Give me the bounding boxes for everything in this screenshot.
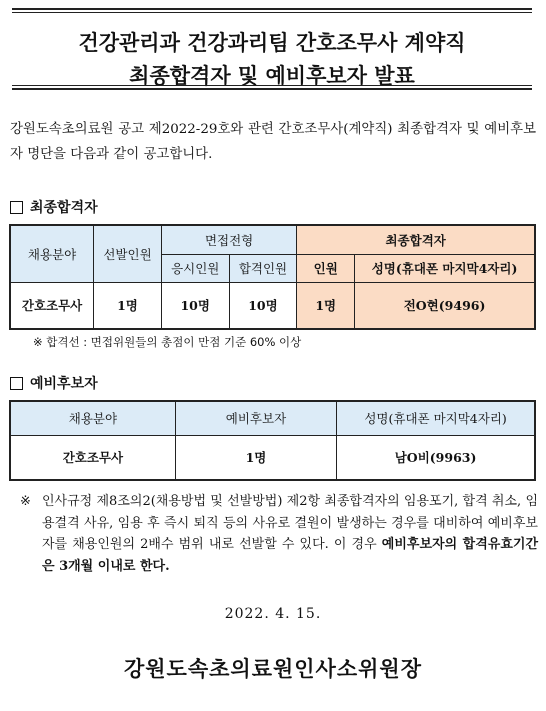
header-field: 채용분야 — [10, 225, 94, 282]
final-section-heading-text: 최종합격자 — [30, 200, 98, 216]
cell-field: 간호조무사 — [10, 435, 175, 480]
reserve-note-bold: 예비후보자의 합격유효기간은 3개월 이내로 한다. — [42, 537, 538, 574]
header-field: 채용분야 — [10, 401, 175, 435]
cell-passed: 10명 — [229, 282, 297, 329]
header-reserve: 예비후보자 — [175, 401, 336, 435]
reserve-note — [20, 491, 538, 577]
header-name: 성명(휴대폰 마지막4자리) — [355, 254, 535, 282]
table-row — [10, 282, 535, 329]
cell-reserve: 1명 — [175, 435, 336, 480]
header-name: 성명(휴대폰 마지막4자리) — [337, 401, 535, 435]
checkbox-square-icon — [10, 377, 23, 390]
title-line-1: 건강관리과 건강과리팀 간호조무사 계약직 — [78, 31, 466, 55]
pass-line-note: ※ 합격선 : 면접위원들의 총점이 만점 기준 60% 이상 — [33, 335, 302, 349]
header-count: 인원 — [297, 254, 355, 282]
reserve-table — [9, 400, 536, 481]
table-row — [10, 435, 535, 480]
intro-paragraph: 강원도속초의료원 공고 제2022-29호와 관련 간호조무사(계약직) 최종합격자 및 예비후보자 명단을 다음과 같이 공고합니다. — [10, 122, 536, 162]
header-passed: 합격인원 — [229, 254, 297, 282]
final-section-heading — [10, 197, 98, 217]
reserve-section-heading — [10, 373, 98, 393]
title-line-2: 최종합격자 및 예비후보자 발표 — [129, 64, 415, 88]
announcement-date: 2022. 4. 15. — [224, 606, 322, 622]
checkbox-square-icon — [10, 201, 23, 214]
header-quota: 선발인원 — [94, 225, 162, 282]
final-table — [9, 224, 536, 330]
cell-applicants: 10명 — [161, 282, 229, 329]
reserve-section-heading-text: 예비후보자 — [30, 376, 98, 392]
cell-name: 남O비(9963) — [337, 435, 535, 480]
cell-field: 간호조무사 — [10, 282, 94, 329]
signature: 강원도속초의료원인사소위원장 — [123, 656, 422, 681]
header-applicants: 응시인원 — [161, 254, 229, 282]
cell-count: 1명 — [297, 282, 355, 329]
header-final: 최종합격자 — [297, 225, 535, 254]
cell-name: 전O현(9496) — [355, 282, 535, 329]
cell-quota: 1명 — [94, 282, 162, 329]
note-mark: ※ — [20, 494, 31, 509]
header-interview: 면접전형 — [161, 225, 297, 254]
title-box — [12, 8, 532, 90]
reserve-note-text: 인사규정 제8조의2(채용방법 및 선발방법) 제2항 최종합격자의 임용포기, 합격 취소, 임용결격 사유, 임용 후 즉시 퇴직 등의 사유로 결원이 발생하는 경우를 대비하여 예비후보자를 채용인원의 2배수 범위 내로 선발할 수 있다. 이 경우 — [42, 494, 538, 552]
